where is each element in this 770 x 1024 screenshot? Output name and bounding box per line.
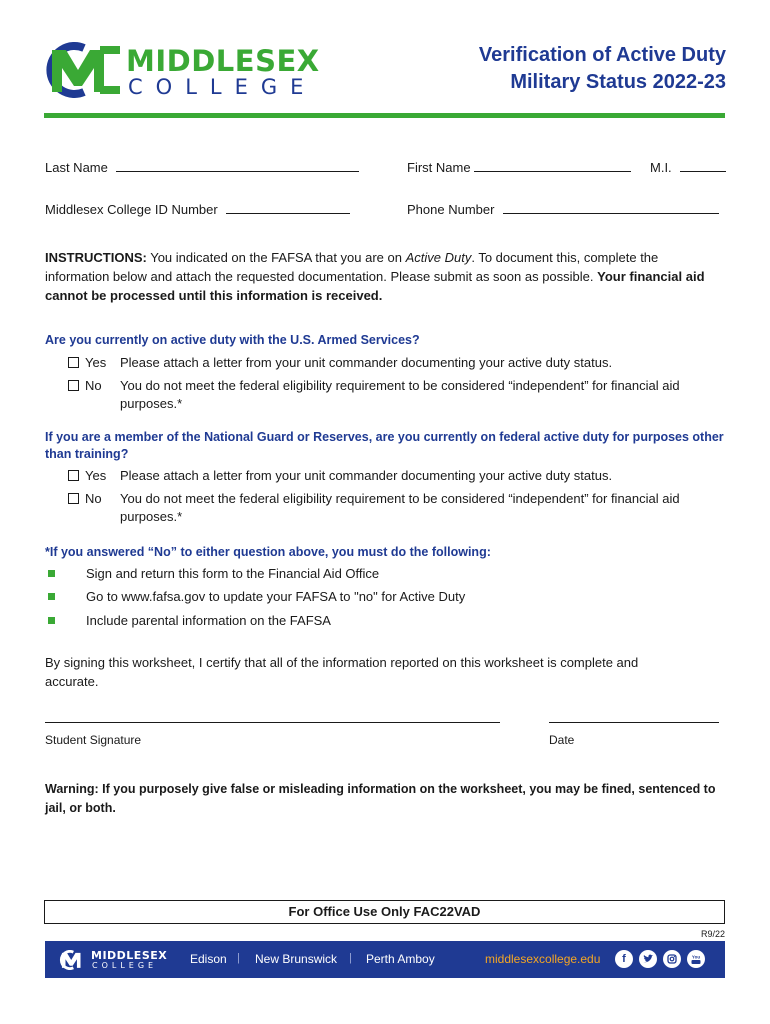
youtube-icon[interactable] — [687, 950, 705, 968]
instructions-text1: You indicated on the FAFSA that you are on — [146, 250, 406, 265]
instructions-italic: Active Duty — [405, 250, 472, 265]
footer-bar — [45, 941, 725, 978]
instagram-icon[interactable] — [663, 950, 681, 968]
footer-location-edison: Edison — [190, 952, 227, 966]
instructions-bold-end: Your financial aid cannot be processed until this information is received. — [45, 269, 705, 303]
facebook-icon[interactable]: f — [615, 950, 633, 968]
followup-heading: *If you answered “No” to either question above, you must do the following: — [45, 545, 491, 559]
page-title — [479, 42, 726, 96]
q1-yes-text: Please attach a letter from your unit commander documenting your active duty status. — [120, 355, 613, 370]
title-line1: Verification of Active Duty — [478, 44, 726, 66]
id-number-label: Middlesex College ID Number — [45, 202, 218, 217]
header-divider — [44, 113, 725, 118]
logo-wordmark-line2: COLLEGE — [128, 75, 317, 99]
id-number-blank[interactable] — [226, 203, 350, 214]
student-signature-line[interactable] — [45, 722, 500, 723]
q1-yes-option[interactable] — [68, 354, 728, 372]
revision-code: R9/22 — [700, 929, 725, 939]
q2-yes-checkbox[interactable] — [68, 470, 79, 481]
date-line[interactable] — [549, 722, 719, 723]
footer-location-new-brunswick: New Brunswick — [255, 952, 338, 966]
q1-no-option[interactable] — [68, 377, 728, 413]
footer-separator: | — [349, 952, 352, 964]
mi-field[interactable] — [650, 160, 726, 175]
question-2: If you are a member of the National Guard or Reserves, are you currently on federal active duty for purposes other than training? — [45, 430, 724, 461]
q2-yes-label: Yes — [85, 468, 107, 483]
q2-no-option[interactable] — [68, 490, 728, 526]
warning-text: Warning: If you purposely give false or misleading information on the worksheet, you may be fined, sentenced to jail, or both. — [45, 782, 716, 815]
q1-yes-checkbox[interactable] — [68, 357, 79, 368]
q2-yes-option[interactable] — [68, 467, 728, 485]
list-item-text: Include parental information on the FAFSA — [86, 613, 331, 628]
bullet-square-icon — [48, 617, 55, 624]
footer-location-perth-amboy: Perth Amboy — [366, 952, 435, 966]
footer-separator: | — [237, 952, 240, 964]
bullet-square-icon — [48, 593, 55, 600]
first-name-field[interactable] — [407, 160, 631, 175]
footer-website-link[interactable]: middlesexcollege.edu — [485, 952, 601, 966]
instructions-label: INSTRUCTIONS: — [45, 250, 147, 265]
q1-yes-label: Yes — [85, 355, 107, 370]
phone-blank[interactable] — [503, 203, 719, 214]
id-number-field[interactable] — [45, 202, 350, 217]
last-name-blank[interactable] — [116, 161, 359, 172]
last-name-label: Last Name — [45, 160, 108, 175]
footer-logo-line1: MIDDLESEX — [91, 949, 168, 962]
mc-monogram-icon — [59, 950, 87, 970]
q2-no-label: No — [85, 491, 102, 506]
twitter-icon[interactable] — [639, 950, 657, 968]
title-line2: Military Status 2022-23 — [510, 71, 726, 93]
q1-no-text: You do not meet the federal eligibility requirement to be considered “independent” for financial aid purposes.* — [120, 378, 680, 411]
office-use-box: For Office Use Only FAC22VAD — [44, 900, 725, 924]
mc-monogram-icon — [44, 42, 122, 98]
certification-text: By signing this worksheet, I certify that all of the information reported on this worksheet is complete and accurate. — [45, 655, 639, 689]
question-1: Are you currently on active duty with the U.S. Armed Services? — [45, 333, 420, 347]
first-name-blank[interactable] — [474, 161, 631, 172]
q2-yes-text: Please attach a letter from your unit commander documenting your active duty status. — [120, 468, 613, 483]
svg-text:You: You — [691, 954, 701, 960]
list-item-text: Go to www.fafsa.gov to update your FAFSA to "no" for Active Duty — [86, 589, 466, 604]
page-header — [44, 38, 726, 118]
q2-no-checkbox[interactable] — [68, 493, 79, 504]
last-name-field[interactable] — [45, 160, 359, 175]
instructions-paragraph — [45, 248, 720, 305]
q1-no-checkbox[interactable] — [68, 380, 79, 391]
mi-label: M.I. — [650, 160, 672, 175]
mi-blank[interactable] — [680, 161, 726, 172]
first-name-label: First Name — [407, 160, 471, 175]
instructions-text2: . To document this, complete the information below and attach the requested documentation. Please submit as soon as possible. — [45, 250, 659, 284]
logo-wordmark-line1: MIDDLESEX — [126, 44, 320, 78]
date-label: Date — [549, 733, 575, 747]
q1-no-label: No — [85, 378, 102, 393]
footer-logo-line2: COLLEGE — [92, 961, 158, 970]
college-logo — [44, 42, 324, 102]
student-signature-label: Student Signature — [45, 733, 142, 747]
phone-field[interactable] — [407, 202, 719, 217]
q2-no-text: You do not meet the federal eligibility requirement to be considered “independent” for financial aid purposes.* — [120, 491, 680, 524]
phone-label: Phone Number — [407, 202, 495, 217]
bullet-square-icon — [48, 570, 55, 577]
list-item-text: Sign and return this form to the Financial Aid Office — [86, 566, 380, 581]
